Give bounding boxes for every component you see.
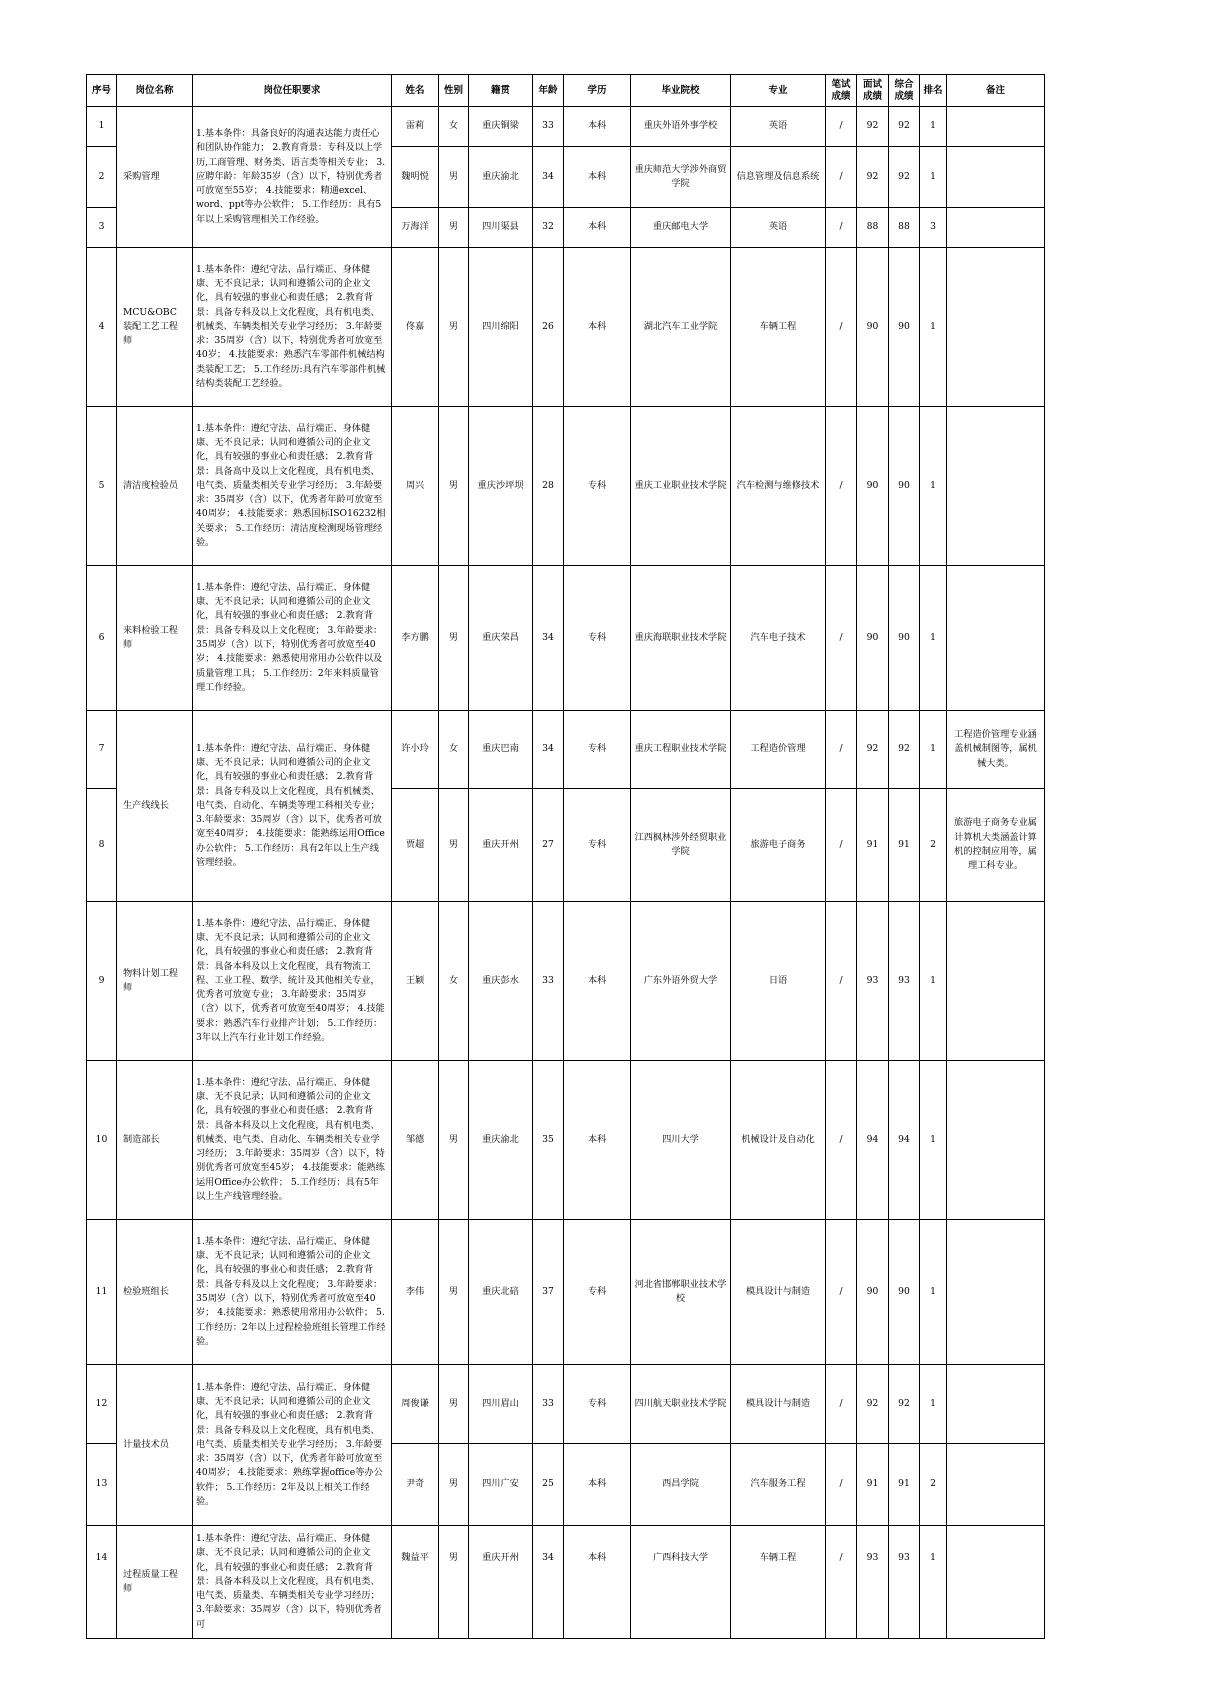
cell-seq: 5 (87, 407, 117, 566)
cell-major: 模具设计与制造 (731, 1365, 826, 1444)
cell-total: 92 (889, 107, 920, 147)
cell-age: 34 (533, 147, 564, 208)
cell-interview: 90 (857, 248, 889, 407)
cell-education: 专科 (564, 711, 631, 789)
cell-remark (947, 1365, 1045, 1444)
cell-interview: 92 (857, 711, 889, 789)
cell-total: 90 (889, 566, 920, 711)
cell-position: 检验班组长 (117, 1220, 193, 1365)
cell-school: 湖北汽车工业学院 (631, 248, 731, 407)
cell-school: 四川大学 (631, 1061, 731, 1220)
cell-school: 西昌学院 (631, 1444, 731, 1526)
cell-education: 专科 (564, 1365, 631, 1444)
table-row (87, 1220, 1045, 1365)
cell-age: 26 (533, 248, 564, 407)
cell-gender: 男 (439, 248, 469, 407)
table-row (87, 107, 1045, 147)
cell-gender: 男 (439, 1444, 469, 1526)
cell-requirements: 1.基本条件：遵纪守法、品行端正、身体健康、无不良记录；认同和遵循公司的企业文化，具有较强的事业心和责任感； 2.教育背景：具备专科及以上文化程度，具有机电类、机械类、车辆类相关专业学习经历； 3.年龄要求：35周岁（含）以下，特别优秀者可放宽至40岁； 4.技能要求：熟悉汽车零部件机械结构类装配工艺； 5.工作经历:具有汽车零部件机械结构类装配工艺经验。 (193, 248, 392, 407)
cell-name: 雷莉 (392, 107, 439, 147)
cell-interview: 91 (857, 789, 889, 902)
header-age: 年龄 (533, 75, 564, 107)
cell-rank: 2 (920, 1444, 947, 1526)
cell-written: / (826, 566, 857, 711)
cell-name: 王颖 (392, 902, 439, 1061)
cell-major: 英语 (731, 208, 826, 248)
cell-total: 94 (889, 1061, 920, 1220)
cell-age: 33 (533, 1365, 564, 1444)
cell-gender: 女 (439, 711, 469, 789)
cell-remark (947, 208, 1045, 248)
cell-rank: 1 (920, 407, 947, 566)
cell-age: 34 (533, 711, 564, 789)
header-seq: 序号 (87, 75, 117, 107)
cell-rank: 1 (920, 1526, 947, 1639)
cell-name: 魏益平 (392, 1526, 439, 1639)
cell-total: 90 (889, 1220, 920, 1365)
cell-remark (947, 107, 1045, 147)
cell-rank: 1 (920, 107, 947, 147)
cell-total: 93 (889, 1526, 920, 1639)
cell-position: 物料计划工程师 (117, 902, 193, 1061)
cell-gender: 女 (439, 107, 469, 147)
header-major: 专业 (731, 75, 826, 107)
cell-interview: 93 (857, 1526, 889, 1639)
cell-major: 车辆工程 (731, 1526, 826, 1639)
cell-education: 专科 (564, 1220, 631, 1365)
cell-major: 模具设计与制造 (731, 1220, 826, 1365)
cell-name: 佟嘉 (392, 248, 439, 407)
cell-major: 日语 (731, 902, 826, 1061)
cell-education: 本科 (564, 1444, 631, 1526)
cell-education: 专科 (564, 407, 631, 566)
cell-interview: 94 (857, 1061, 889, 1220)
cell-total: 92 (889, 147, 920, 208)
cell-education: 本科 (564, 902, 631, 1061)
cell-total: 90 (889, 248, 920, 407)
cell-remark (947, 902, 1045, 1061)
cell-interview: 93 (857, 902, 889, 1061)
cell-name: 许小玲 (392, 711, 439, 789)
cell-total: 88 (889, 208, 920, 248)
cell-position: 采购管理 (117, 107, 193, 248)
header-total: 综合成绩 (889, 75, 920, 107)
cell-name: 李伟 (392, 1220, 439, 1365)
cell-requirements: 1.基本条件：具备良好的沟通表达能力责任心和团队协作能力； 2.教育背景：专科及以上学历,工商管理、财务类、语言类等相关专业； 3.应聘年龄：年龄35岁（含）以下，特别优秀者可放宽至55岁； 4.技能要求：精通excel、word、ppt等办公软件； 5.工作经历：具有5年以上采购管理相关工作经验。 (193, 107, 392, 248)
cell-major: 机械设计及自动化 (731, 1061, 826, 1220)
cell-written: / (826, 1526, 857, 1639)
cell-origin: 重庆渝北 (469, 147, 533, 208)
cell-total: 90 (889, 407, 920, 566)
cell-seq: 14 (87, 1526, 117, 1639)
cell-major: 汽车电子技术 (731, 566, 826, 711)
cell-seq: 12 (87, 1365, 117, 1444)
cell-education: 本科 (564, 107, 631, 147)
cell-gender: 男 (439, 566, 469, 711)
cell-origin: 重庆铜梁 (469, 107, 533, 147)
cell-remark (947, 1061, 1045, 1220)
cell-written: / (826, 711, 857, 789)
cell-written: / (826, 147, 857, 208)
cell-name: 贾超 (392, 789, 439, 902)
cell-interview: 92 (857, 1365, 889, 1444)
cell-origin: 四川眉山 (469, 1365, 533, 1444)
table-row (87, 407, 1045, 566)
cell-requirements: 1.基本条件：遵纪守法、品行端正、身体健康、无不良记录；认同和遵循公司的企业文化，具有较强的事业心和责任感； 2.教育背景：具备专科及以上文化程度，具有机电类、电气类、质量类相关专业学习经历； 3.年龄要求：35周岁（含）以下，优秀者年龄可放宽至40周岁； 4.技能要求：熟练掌握office等办公软件； 5.工作经历：2年及以上相关工作经验。 (193, 1365, 392, 1526)
cell-interview: 92 (857, 147, 889, 208)
cell-written: / (826, 407, 857, 566)
cell-total: 92 (889, 711, 920, 789)
header-requirements: 岗位任职要求 (193, 75, 392, 107)
cell-age: 28 (533, 407, 564, 566)
table-row (87, 1061, 1045, 1220)
cell-major: 车辆工程 (731, 248, 826, 407)
cell-seq: 10 (87, 1061, 117, 1220)
cell-written: / (826, 248, 857, 407)
cell-rank: 1 (920, 147, 947, 208)
cell-origin: 重庆巴南 (469, 711, 533, 789)
cell-education: 专科 (564, 566, 631, 711)
cell-position: 来料检验工程师 (117, 566, 193, 711)
cell-total: 91 (889, 789, 920, 902)
cell-origin: 重庆开州 (469, 1526, 533, 1639)
cell-rank: 1 (920, 1220, 947, 1365)
cell-gender: 男 (439, 147, 469, 208)
cell-major: 工程造价管理 (731, 711, 826, 789)
cell-interview: 90 (857, 566, 889, 711)
cell-requirements: 1.基本条件：遵纪守法、品行端正、身体健康、无不良记录；认同和遵循公司的企业文化，具有较强的事业心和责任感； 2.教育背景：具备专科及以上文化程度； 3.年龄要求：35周岁（含）以下，特别优秀者可放宽至40岁； 4.技能要求：熟悉使用常用办公软件以及质量管理工具； 5.工作经历：2年来料质量管理工作经验。 (193, 566, 392, 711)
cell-rank: 1 (920, 1061, 947, 1220)
cell-education: 本科 (564, 248, 631, 407)
cell-seq: 2 (87, 147, 117, 208)
table-row (87, 248, 1045, 407)
cell-school: 重庆工业职业技术学院 (631, 407, 731, 566)
cell-school: 广西科技大学 (631, 1526, 731, 1639)
cell-origin: 四川渠县 (469, 208, 533, 248)
cell-age: 34 (533, 1526, 564, 1639)
cell-position: MCU&OBC装配工艺工程师 (117, 248, 193, 407)
cell-interview: 90 (857, 407, 889, 566)
cell-written: / (826, 902, 857, 1061)
cell-gender: 男 (439, 1526, 469, 1639)
cell-written: / (826, 208, 857, 248)
table-row (87, 711, 1045, 789)
cell-origin: 重庆沙坪坝 (469, 407, 533, 566)
cell-seq: 4 (87, 248, 117, 407)
cell-age: 35 (533, 1061, 564, 1220)
cell-age: 33 (533, 902, 564, 1061)
cell-name: 魏明悦 (392, 147, 439, 208)
cell-total: 91 (889, 1444, 920, 1526)
cell-origin: 重庆渝北 (469, 1061, 533, 1220)
cell-written: / (826, 1061, 857, 1220)
cell-origin: 重庆开州 (469, 789, 533, 902)
cell-gender: 男 (439, 789, 469, 902)
cell-education: 本科 (564, 1061, 631, 1220)
cell-seq: 8 (87, 789, 117, 902)
cell-rank: 1 (920, 711, 947, 789)
table-row (87, 902, 1045, 1061)
cell-origin: 重庆彭水 (469, 902, 533, 1061)
cell-seq: 1 (87, 107, 117, 147)
cell-requirements: 1.基本条件：遵纪守法、品行端正、身体健康、无不良记录；认同和遵循公司的企业文化，具有较强的事业心和责任感； 2.教育背景：具备本科及以上文化程度，具有物流工程、工业工程、数学、统计及其他相关专业，优秀者可放宽专业； 3.年龄要求：35周岁（含）以下，优秀者可放宽至40周岁； 4.技能要求：熟悉汽车行业排产计划； 5.工作经历：3年以上汽车行业计划工作经验。 (193, 902, 392, 1061)
cell-school: 重庆海联职业技术学院 (631, 566, 731, 711)
cell-gender: 男 (439, 1220, 469, 1365)
cell-interview: 92 (857, 107, 889, 147)
cell-major: 旅游电子商务 (731, 789, 826, 902)
header-interview: 面试成绩 (857, 75, 889, 107)
cell-rank: 1 (920, 1365, 947, 1444)
cell-gender: 男 (439, 208, 469, 248)
cell-remark (947, 1220, 1045, 1365)
cell-age: 25 (533, 1444, 564, 1526)
cell-seq: 9 (87, 902, 117, 1061)
cell-requirements: 1.基本条件：遵纪守法、品行端正、身体健康、无不良记录；认同和遵循公司的企业文化，具有较强的事业心和责任感； 2.教育背景：具备本科及以上文化程度，具有机电类、电气类、质量类、车辆类相关专业学习经历； 3.年龄要求：35周岁（含）以下，特别优秀者可 (193, 1526, 392, 1639)
cell-total: 93 (889, 902, 920, 1061)
cell-interview: 88 (857, 208, 889, 248)
cell-position: 计量技术员 (117, 1365, 193, 1526)
cell-age: 33 (533, 107, 564, 147)
cell-requirements: 1.基本条件：遵纪守法、品行端正、身体健康、无不良记录；认同和遵循公司的企业文化，具有较强的事业心和责任感； 2.教育背景：具备专科及以上文化程度，具有机械类、电气类、自动化、车辆类等理工科相关专业； 3.年龄要求：35周岁（含）以下，优秀者可放宽至40周岁； 4.技能要求：能熟练运用Office办公软件； 5.工作经历：具有2年以上生产线管理经验。 (193, 711, 392, 902)
cell-major: 汽车服务工程 (731, 1444, 826, 1526)
cell-remark: 旅游电子商务专业属计算机大类涵盖计算机的控制应用等，属理工科专业。 (947, 789, 1045, 902)
cell-rank: 2 (920, 789, 947, 902)
cell-school: 四川航天职业技术学院 (631, 1365, 731, 1444)
cell-seq: 3 (87, 208, 117, 248)
cell-requirements: 1.基本条件：遵纪守法、品行端正、身体健康、无不良记录；认同和遵循公司的企业文化，具有较强的事业心和责任感； 2.教育背景：具备本科及以上文化程度，具有机电类、机械类、电气类、自动化、车辆类相关专业学习经历； 3.年龄要求：35周岁（含）以下，特别优秀者可放宽至45岁； 4.技能要求：能熟练运用Office办公软件； 5.工作经历：具有5年以上生产线管理经验。 (193, 1061, 392, 1220)
cell-rank: 1 (920, 566, 947, 711)
cell-school: 重庆邮电大学 (631, 208, 731, 248)
cell-remark (947, 147, 1045, 208)
cell-total: 92 (889, 1365, 920, 1444)
cell-school: 重庆外语外事学校 (631, 107, 731, 147)
cell-gender: 男 (439, 407, 469, 566)
cell-interview: 90 (857, 1220, 889, 1365)
cell-school: 广东外语外贸大学 (631, 902, 731, 1061)
table-row (87, 566, 1045, 711)
header-origin: 籍贯 (469, 75, 533, 107)
cell-gender: 女 (439, 902, 469, 1061)
cell-seq: 6 (87, 566, 117, 711)
results-table (86, 74, 1045, 1639)
cell-position: 清洁度检验员 (117, 407, 193, 566)
cell-remark (947, 248, 1045, 407)
cell-written: / (826, 107, 857, 147)
cell-remark (947, 1444, 1045, 1526)
cell-education: 专科 (564, 789, 631, 902)
cell-rank: 3 (920, 208, 947, 248)
header-gender: 性别 (439, 75, 469, 107)
cell-major: 信息管理及信息系统 (731, 147, 826, 208)
cell-age: 32 (533, 208, 564, 248)
cell-remark (947, 566, 1045, 711)
cell-remark (947, 1526, 1045, 1639)
cell-written: / (826, 1365, 857, 1444)
cell-education: 本科 (564, 147, 631, 208)
cell-education: 本科 (564, 208, 631, 248)
cell-major: 汽车检测与维修技术 (731, 407, 826, 566)
cell-name: 李方鹏 (392, 566, 439, 711)
cell-origin: 四川绵阳 (469, 248, 533, 407)
cell-written: / (826, 1220, 857, 1365)
cell-age: 34 (533, 566, 564, 711)
cell-written: / (826, 789, 857, 902)
cell-position: 生产线线长 (117, 711, 193, 902)
cell-age: 37 (533, 1220, 564, 1365)
cell-seq: 11 (87, 1220, 117, 1365)
cell-education: 本科 (564, 1526, 631, 1639)
cell-major: 英语 (731, 107, 826, 147)
cell-school: 江西枫林涉外经贸职业学院 (631, 789, 731, 902)
header-education: 学历 (564, 75, 631, 107)
cell-age: 27 (533, 789, 564, 902)
cell-position: 制造部长 (117, 1061, 193, 1220)
header-row (87, 75, 1045, 107)
cell-requirements: 1.基本条件：遵纪守法、品行端正、身体健康、无不良记录；认同和遵循公司的企业文化，具有较强的事业心和责任感； 2.教育背景：具备高中及以上文化程度，具有机电类、电气类、质量类相关专业学习经历； 3.年龄要求：35周岁（含）以下，优秀者年龄可放宽至40周岁； 4.技能要求：熟悉国标ISO16232相关要求； 5.工作经历：清洁度检测现场管理经验。 (193, 407, 392, 566)
cell-origin: 重庆北碚 (469, 1220, 533, 1365)
table-row (87, 1365, 1045, 1444)
cell-seq: 13 (87, 1444, 117, 1526)
cell-remark: 工程造价管理专业涵盖机械制图等，属机械大类。 (947, 711, 1045, 789)
cell-name: 尹奇 (392, 1444, 439, 1526)
header-school: 毕业院校 (631, 75, 731, 107)
cell-school: 重庆工程职业技术学院 (631, 711, 731, 789)
cell-name: 周兴 (392, 407, 439, 566)
cell-gender: 男 (439, 1061, 469, 1220)
header-written: 笔试成绩 (826, 75, 857, 107)
cell-requirements: 1.基本条件：遵纪守法、品行端正、身体健康、无不良记录；认同和遵循公司的企业文化，具有较强的事业心和责任感； 2.教育背景：具备专科及以上文化程度； 3.年龄要求：35周岁（含）以下，特别优秀者可放宽至40岁； 4.技能要求：熟悉使用常用办公软件； 5.工作经历：2年以上过程检验班组长管理工作经验。 (193, 1220, 392, 1365)
cell-origin: 重庆荣昌 (469, 566, 533, 711)
header-name: 姓名 (392, 75, 439, 107)
cell-position: 过程质量工程师 (117, 1526, 193, 1639)
cell-name: 万海洋 (392, 208, 439, 248)
cell-remark (947, 407, 1045, 566)
cell-seq: 7 (87, 711, 117, 789)
cell-gender: 男 (439, 1365, 469, 1444)
cell-name: 周俊谦 (392, 1365, 439, 1444)
cell-school: 重庆师范大学涉外商贸学院 (631, 147, 731, 208)
cell-school: 河北省邯郸职业技术学校 (631, 1220, 731, 1365)
cell-name: 邹德 (392, 1061, 439, 1220)
header-position: 岗位名称 (117, 75, 193, 107)
header-rank: 排名 (920, 75, 947, 107)
cell-written: / (826, 1444, 857, 1526)
header-remark: 备注 (947, 75, 1045, 107)
cell-rank: 1 (920, 248, 947, 407)
cell-origin: 四川广安 (469, 1444, 533, 1526)
cell-interview: 91 (857, 1444, 889, 1526)
cell-rank: 1 (920, 902, 947, 1061)
table-row (87, 1526, 1045, 1639)
